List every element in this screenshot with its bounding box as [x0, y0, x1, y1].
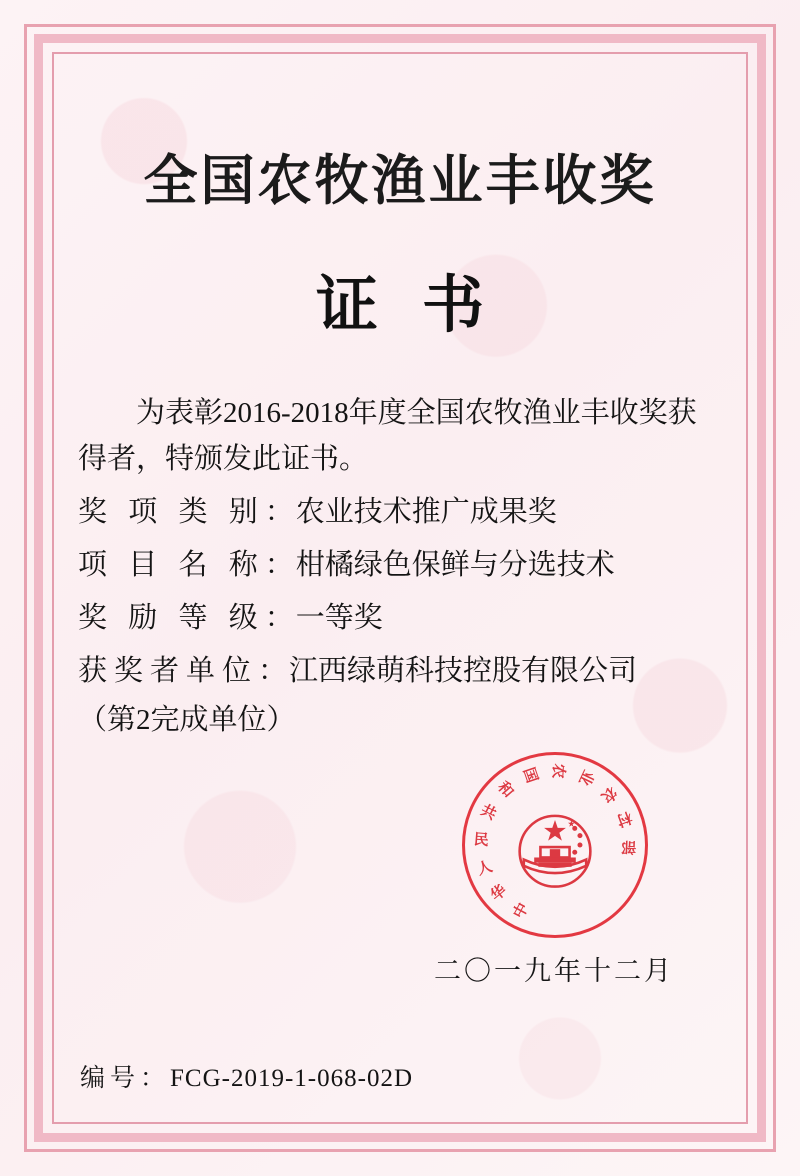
- certificate-main-title: 全国农牧渔业丰收奖: [143, 148, 657, 212]
- field-recipient-organization: [78, 648, 718, 695]
- field-award-level-separator: ：: [264, 601, 294, 634]
- official-seal: [462, 752, 648, 938]
- seal-ring-text: 中 华 人 民 共 和 国 农 业 农 村 部: [472, 763, 637, 922]
- field-project-name-label: 项 目 名 称: [78, 548, 265, 581]
- field-recipient-organization-value: 江西绿萌科技控股有限公司: [289, 654, 638, 687]
- field-recipient-organization-label: 获奖者单位: [78, 654, 259, 687]
- field-award-category: [78, 489, 718, 536]
- certificate-sub-title: 证书: [315, 268, 528, 341]
- serial-number-value: FCG-2019-1-068-02D: [170, 1065, 414, 1092]
- field-project-name: [78, 542, 718, 589]
- certificate-content: [60, 60, 740, 1116]
- field-award-category-value: 农业技术推广成果奖: [295, 495, 557, 528]
- field-award-category-label: 奖 项 类 别: [78, 495, 265, 528]
- serial-number-label: 编号：: [80, 1065, 171, 1092]
- certificate-body: [60, 390, 740, 744]
- field-project-name-value: 柑橘绿色保鲜与分选技术: [295, 548, 615, 581]
- national-emblem-icon: [503, 797, 607, 901]
- field-award-level-value: 一等奖: [295, 601, 383, 634]
- field-award-level-label: 奖 励 等 级: [78, 601, 265, 634]
- citation-paragraph: 为表彰2016-2018年度全国农牧渔业丰收奖获得者，特颁发此证书。: [78, 397, 697, 476]
- field-recipient-organization-continuation: （第2完成单位）: [78, 703, 296, 736]
- issue-date: 二〇一九年十二月: [434, 956, 674, 986]
- field-project-name-separator: ：: [264, 548, 294, 581]
- field-award-category-separator: ：: [264, 495, 294, 528]
- serial-number: [80, 1058, 413, 1094]
- field-recipient-organization-separator: ：: [258, 654, 288, 687]
- field-award-level: [78, 595, 718, 642]
